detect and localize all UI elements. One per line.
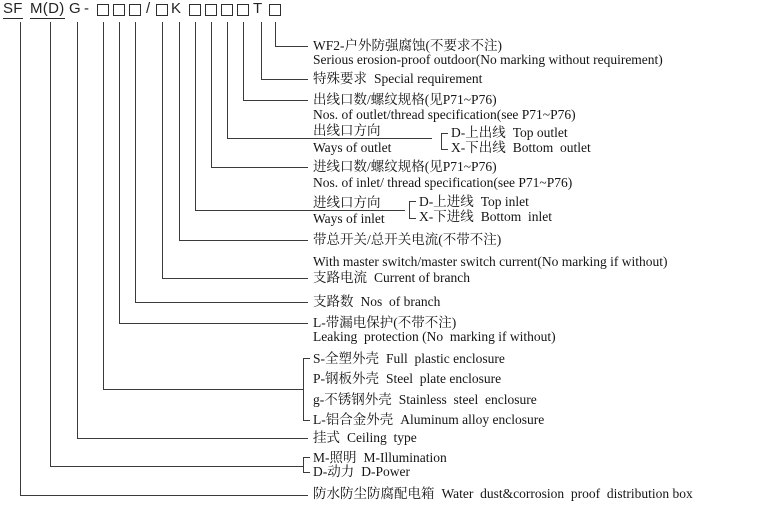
inlet-option-bottom-zh: X-下进线 [419, 209, 474, 224]
row-branch-current-en: Current of branch [374, 270, 470, 285]
code-usage-md: M(D) [30, 0, 65, 17]
code-placeholder-box [189, 4, 201, 16]
enclosure-option-steel-en: Steel plate enclosure [386, 371, 502, 386]
outlet-option-bottom-en: Bottom outlet [512, 140, 591, 155]
inlet-option-top-en: Top inlet [480, 194, 529, 209]
outlet-option-top-zh: D-上出线 [451, 125, 506, 140]
row-branch-current-zh: 支路电流 [313, 270, 367, 285]
row-special-en: Special requirement [374, 71, 483, 86]
row-branch-count [313, 295, 440, 309]
usage-option-power [313, 465, 410, 479]
row-leakage-zh: L-带漏电保护(不带不注) [313, 315, 457, 330]
row-leakage-en: Leaking protection (No marking if without) [313, 329, 556, 344]
code-dash: - [84, 0, 90, 17]
row-master-switch-zh: 带总开关/总开关电流(不带不注) [313, 232, 502, 247]
row-branch-count-en: Nos of branch [360, 294, 441, 309]
row-product-en: Water dust&corrosion proof distribution box [441, 486, 693, 501]
enclosure-option-plastic-en: Full plastic enclosure [386, 351, 505, 366]
inlet-option-bottom-en: Bottom inlet [480, 209, 553, 224]
code-switch-k: K [171, 0, 182, 17]
row-outdoor-en: Serious erosion-proof outdoor(No marking without requirement) [313, 52, 663, 67]
code-series-sf: SF [3, 0, 23, 17]
code-placeholder-box [221, 4, 233, 16]
enclosure-option-stainless-en: Stainless steel enclosure [398, 392, 537, 407]
row-special [313, 72, 482, 86]
row-product [313, 487, 693, 501]
row-inlet-dir-en: Ways of inlet [313, 211, 385, 226]
usage-option-power-zh: D-动力 [313, 464, 355, 479]
row-mounting [313, 431, 417, 445]
code-placeholder-box [269, 4, 281, 16]
row-special-zh: 特殊要求 [313, 71, 367, 86]
usage-option-illumination-zh: M-照明 [313, 450, 357, 465]
code-placeholder-box [156, 4, 168, 16]
inlet-options-bracket [409, 201, 416, 219]
row-outlet-spec-en: Nos. of outlet/thread specification(see P71~P76) [313, 107, 576, 122]
enclosure-option-aluminum-en: Aluminum alloy enclosure [400, 412, 545, 427]
usage-option-illumination-en: M-Illumination [363, 450, 447, 465]
enclosure-option-steel-zh: P-钢板外壳 [313, 371, 380, 386]
enclosure-option-aluminum [313, 413, 544, 427]
code-slash: / [146, 0, 151, 17]
row-inlet-dir-zh: 进线口方向 [313, 195, 381, 210]
outlet-option-top [451, 126, 568, 140]
row-mounting-zh: 挂式 [313, 430, 340, 445]
inlet-option-top [419, 195, 529, 209]
enclosure-option-steel [313, 372, 501, 386]
code-mount-g: G [69, 0, 81, 17]
enclosure-option-aluminum-zh: L-铝合金外壳 [313, 412, 394, 427]
outlet-options-bracket [441, 133, 448, 150]
usage-options-bracket [303, 457, 310, 473]
code-placeholder-box [113, 4, 125, 16]
enclosure-option-plastic-zh: S-全塑外壳 [313, 351, 380, 366]
row-branch-count-zh: 支路数 [313, 294, 354, 309]
row-inlet-spec-zh: 进线口数/螺纹规格(见P71~P76) [313, 159, 497, 174]
row-master-switch-en: With master switch/master switch current(No marking if without) [313, 254, 668, 269]
row-mounting-en: Ceiling type [347, 430, 417, 445]
inlet-option-top-zh: D-上进线 [419, 194, 474, 209]
usage-option-illumination [313, 451, 447, 465]
row-outlet-spec-zh: 出线口数/螺纹规格(见P71~P76) [313, 92, 497, 107]
inlet-option-bottom [419, 210, 552, 224]
outlet-option-bottom [451, 141, 591, 155]
code-placeholder-box [205, 4, 217, 16]
row-branch-current [313, 271, 470, 285]
usage-option-power-en: D-Power [361, 464, 410, 479]
code-placeholder-box [97, 4, 109, 16]
code-outdoor-t: T [253, 0, 263, 17]
row-product-zh: 防水防尘防腐配电箱 [313, 486, 435, 501]
row-inlet-spec-en: Nos. of inlet/ thread specification(see P71~P76) [313, 175, 573, 190]
enclosure-option-stainless-zh: g-不锈钢外壳 [313, 392, 392, 407]
outlet-option-bottom-zh: X-下出线 [451, 140, 506, 155]
row-outdoor-zh: WF2-户外防强腐蚀(不要求不注) [313, 38, 502, 53]
code-placeholder-box [237, 4, 249, 16]
connector-product [20, 22, 308, 496]
code-placeholder-box [129, 4, 141, 16]
enclosure-options-bracket [303, 358, 310, 421]
outlet-option-top-en: Top outlet [512, 125, 568, 140]
enclosure-option-stainless [313, 393, 537, 407]
row-outlet-dir-zh: 出线口方向 [313, 123, 381, 138]
enclosure-option-plastic [313, 352, 505, 366]
row-outlet-dir-en: Ways of outlet [313, 140, 392, 155]
